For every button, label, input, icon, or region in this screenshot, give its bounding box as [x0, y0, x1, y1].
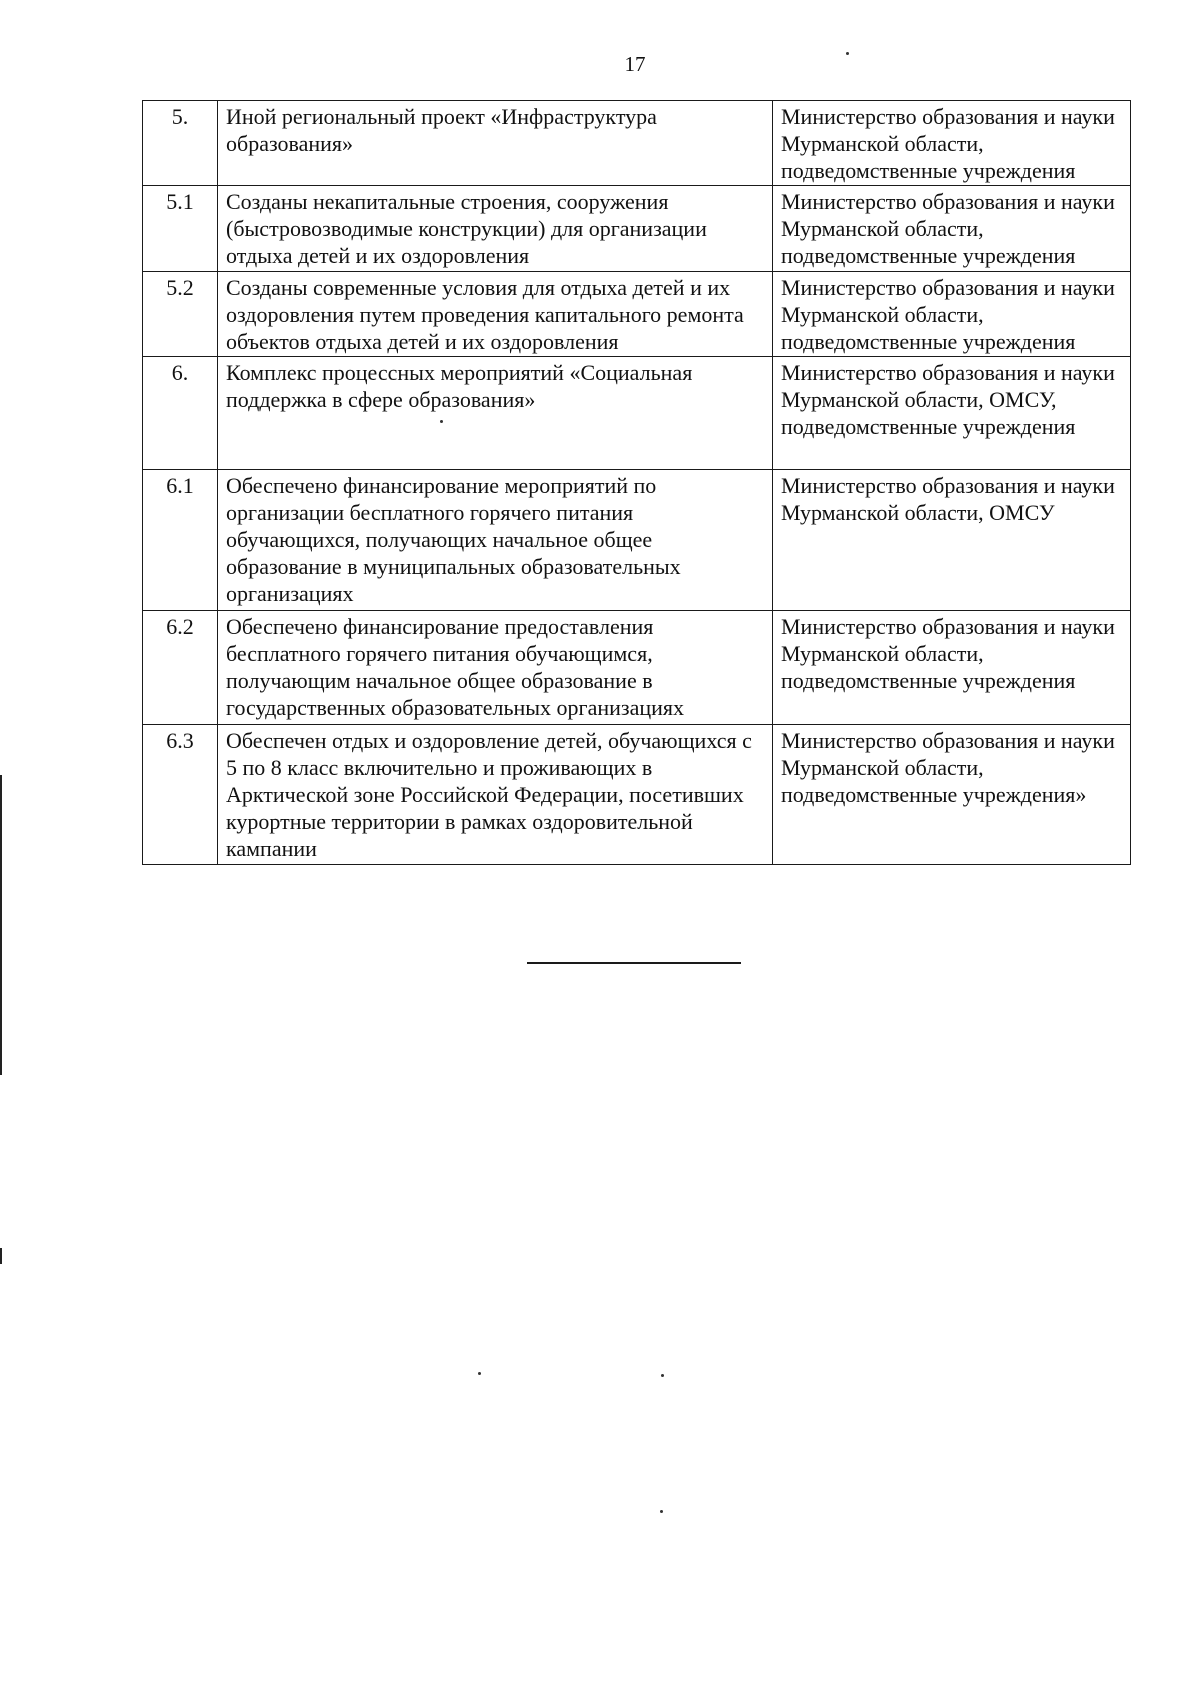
row-responsible: Министерство образования и науки Мурманской области, подведомственные учреждения	[773, 611, 1131, 725]
row-number: 5.2	[143, 272, 218, 357]
row-responsible: Министерство образования и науки Мурманской области, подведомственные учреждения»	[773, 725, 1131, 865]
scan-edge-mark	[0, 1248, 2, 1264]
row-measure-name: Обеспечен отдых и оздоровление детей, обучающихся с 5 по 8 класс включительно и проживающих в Арктической зоне Российской Федерации, посетивших курортные территории в рамках оздоровительной кампании	[218, 725, 773, 865]
row-number: 6.	[143, 357, 218, 470]
row-measure-name: Созданы современные условия для отдыха детей и их оздоровления путем проведения капитального ремонта объектов отдыха детей и их оздоровления	[218, 272, 773, 357]
row-responsible: Министерство образования и науки Мурманской области, ОМСУ	[773, 470, 1131, 611]
scan-speck	[440, 420, 443, 423]
row-responsible: Министерство образования и науки Мурманской области, подведомственные учреждения	[773, 101, 1131, 186]
row-measure-name: Обеспечено финансирование предоставления бесплатного горячего питания обучающимся, получающим начальное общее образование в государственных образовательных организациях	[218, 611, 773, 725]
scan-speck	[660, 1510, 663, 1513]
row-measure-name: Обеспечено финансирование мероприятий по организации бесплатного горячего питания обучающихся, получающих начальное общее образование в муниципальных образовательных организациях	[218, 470, 773, 611]
row-measure-name: Иной региональный проект «Инфраструктура образования»	[218, 101, 773, 186]
row-responsible: Министерство образования и науки Мурманской области, подведомственные учреждения	[773, 272, 1131, 357]
row-number: 5.	[143, 101, 218, 186]
end-of-document-rule	[527, 962, 741, 964]
table-row	[143, 611, 1131, 725]
row-responsible: Министерство образования и науки Мурманской области, ОМСУ, подведомственные учреждения	[773, 357, 1131, 470]
row-measure-name: Комплекс процессных мероприятий «Социальная поддержка в сфере образования»	[218, 357, 773, 470]
table-row	[143, 272, 1131, 357]
row-number: 6.1	[143, 470, 218, 611]
row-number: 5.1	[143, 186, 218, 272]
table-row	[143, 470, 1131, 611]
row-number: 6.3	[143, 725, 218, 865]
table-row	[143, 725, 1131, 865]
page-number: 17	[624, 52, 646, 76]
scan-edge-mark	[0, 775, 2, 1075]
scan-speck	[846, 52, 849, 55]
row-responsible: Министерство образования и науки Мурманской области, подведомственные учреждения	[773, 186, 1131, 272]
table-row	[143, 101, 1131, 186]
scan-speck	[661, 1374, 664, 1377]
row-number: 6.2	[143, 611, 218, 725]
table-row	[143, 186, 1131, 272]
measures-table	[142, 100, 1131, 865]
scan-speck	[478, 1372, 481, 1375]
row-measure-name: Созданы некапитальные строения, сооружения (быстровозводимые конструкции) для организации отдыха детей и их оздоровления	[218, 186, 773, 272]
table-row	[143, 357, 1131, 470]
